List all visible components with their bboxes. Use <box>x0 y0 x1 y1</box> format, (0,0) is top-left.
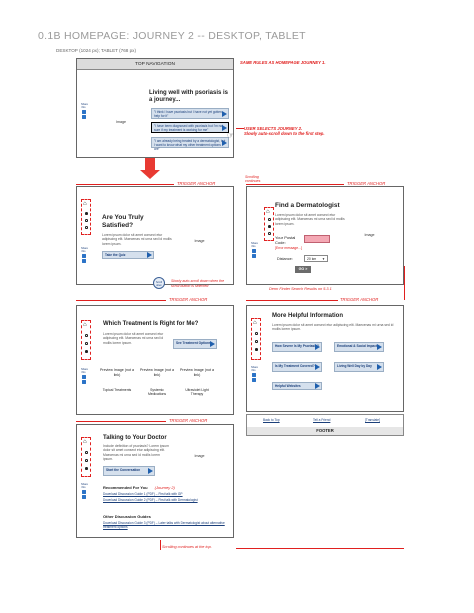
play-icon <box>222 111 227 117</box>
go-button[interactable] <box>295 266 311 273</box>
connector-line <box>236 128 244 129</box>
share-label: Share this <box>251 242 258 248</box>
progress-dot-1[interactable] <box>255 332 258 335</box>
page-subtitle: DESKTOP (1024 px); TABLET (768 px) <box>56 48 137 53</box>
flow-arrow-head <box>140 170 160 179</box>
share-widget <box>81 368 86 385</box>
footer <box>246 414 404 436</box>
journey-option-3-label: "I am already being treated by a dermatologist, but I want to know what my other treatment options are" <box>154 139 226 151</box>
talking-doctor-image-label: Image <box>194 454 205 458</box>
note-user-selects: USER SELECTS JOURNEY 2. <box>244 126 303 131</box>
back-to-top-link[interactable]: Back to Top <box>263 418 280 422</box>
hero-image-label: Image <box>116 120 126 124</box>
journey-option-2[interactable] <box>151 122 229 133</box>
distance-value: 20 km <box>307 257 317 261</box>
satisfied-body: Lorem ipsum dolor sit amet consect etur adipiscing elit. Maecenas mi urna sed id mollis lorem ipsum. <box>102 233 172 246</box>
talking-doctor-image <box>177 451 222 461</box>
see-treatment-options-label: See Treatment Options <box>176 341 211 345</box>
note-auto-scroll: Slowly auto-scroll down to the first step. <box>244 131 325 136</box>
take-quiz-button[interactable] <box>102 251 154 259</box>
play-icon <box>377 364 382 370</box>
progress-dot-1[interactable] <box>85 451 88 454</box>
trigger-anchor-1: TRIGGER ANCHOR <box>177 181 216 186</box>
severity-button[interactable] <box>272 342 322 352</box>
twitter-icon[interactable] <box>82 495 86 499</box>
twitter-icon[interactable] <box>82 259 86 263</box>
play-icon <box>222 125 227 131</box>
discussion-guide-3-link[interactable]: Download Discussion Guide 3 (PDF) – Later talks with Dermatologist about alternative treatment options <box>103 521 225 530</box>
find-derm-body: Lorem ipsum dolor sit amet consect etur adipiscing elit. Maecenas mi urna sed id mollis lorem ipsum. <box>275 213 345 226</box>
home-icon[interactable]: ⌂ <box>253 320 257 326</box>
scroll-down-label: Scroll down <box>156 281 162 287</box>
preview-image-2: Preview Image (not a link) <box>140 368 174 377</box>
progress-dot-1[interactable] <box>85 334 88 337</box>
note-derm-finder: Derm Finder Search Results on 5.3.1 <box>269 287 332 291</box>
progress-dot-2[interactable] <box>255 340 258 343</box>
play-icon <box>315 364 320 370</box>
living-well-button[interactable] <box>334 362 384 372</box>
play-icon <box>147 252 152 258</box>
facebook-icon[interactable] <box>82 490 86 494</box>
twitter-icon[interactable] <box>82 380 86 384</box>
share-widget <box>81 483 86 500</box>
share-label: Share this <box>81 368 88 374</box>
home-icon[interactable]: ⌂ <box>266 209 270 215</box>
preview-image-1: Preview Image (not a link) <box>100 368 134 377</box>
play-icon <box>377 344 382 350</box>
progress-dot-2[interactable] <box>268 225 271 228</box>
error-message: [Error message...] <box>275 246 302 250</box>
satisfied-image-label: Image <box>194 239 205 243</box>
footer-label: FOOTER <box>247 427 403 435</box>
journey-option-3[interactable] <box>151 137 229 151</box>
note-scrolling-top: Scrolling continues at the top. <box>162 545 212 549</box>
postal-code-input[interactable] <box>304 235 330 243</box>
scroll-down-button[interactable] <box>153 277 165 289</box>
living-well-label: Living Well Day by Day <box>337 364 372 368</box>
facebook-icon[interactable] <box>252 249 256 253</box>
screen-talking-doctor <box>76 424 234 538</box>
satisfied-heading: Are You Truly Satisfied? <box>102 214 144 229</box>
share-label: Share this <box>251 366 258 372</box>
hero-image <box>97 115 145 129</box>
home-icon[interactable]: ⌂ <box>83 322 87 328</box>
which-treatment-heading: Which Treatment Is Right for Me? <box>103 321 199 327</box>
more-info-body: Lorem ipsum dolor sit amet consect etur adipiscing elit. Maecenas mi urna sed id mollis lorem ipsum. <box>272 323 394 332</box>
journey-option-2-label: "I have been diagnosed with psoriasis but I'm not sure if my treatment is working for me" <box>154 124 224 132</box>
progress-dot-2[interactable] <box>85 342 88 345</box>
progress-dot-3[interactable] <box>85 467 88 470</box>
progress-dot-1[interactable] <box>268 218 271 221</box>
share-label: Share this <box>81 247 88 253</box>
emotional-label: Emotional & Social Impacts <box>337 344 379 348</box>
progress-dot-2[interactable] <box>85 219 88 222</box>
screen-find-derm <box>246 186 404 285</box>
top-nav-label: TOP NAVIGATION <box>135 62 175 67</box>
share-label: Share this <box>81 483 88 489</box>
trigger-anchor-5: TRIGGER ANCHOR <box>169 418 208 423</box>
distance-select[interactable] <box>304 255 328 262</box>
progress-dot-1[interactable] <box>85 212 88 215</box>
journey-heading: Living well with psoriasis is a journey... <box>149 90 229 103</box>
satisfied-image <box>177 235 222 247</box>
facebook-icon[interactable] <box>82 110 86 114</box>
page-title: 0.1B HOMEPAGE: JOURNEY 2 -- DESKTOP, TABLET <box>38 30 306 42</box>
flow-arrow <box>145 158 155 170</box>
play-icon <box>315 383 320 389</box>
share-widget <box>81 103 86 120</box>
treatment-covered-button[interactable] <box>272 362 322 372</box>
tell-a-friend-link[interactable]: Tell a Friend <box>313 418 331 422</box>
chevron-down-icon: ▼ <box>322 257 325 261</box>
journey-option-1-label: "I think I have psoriasis but I have not yet gotten help for it" <box>154 110 222 118</box>
progress-dot-3[interactable] <box>85 226 88 229</box>
note-scrolling-continues: Scrolling continues <box>245 175 261 183</box>
facebook-icon[interactable] <box>252 373 256 377</box>
translate-link[interactable]: [Translate] <box>365 418 380 422</box>
screen-more-info <box>246 305 404 412</box>
progress-dot-3[interactable] <box>268 232 271 235</box>
distance-label: Distance: <box>277 257 293 261</box>
progress-dot-2[interactable] <box>85 459 88 462</box>
severity-label: How Severe Is My Psoriasis? <box>275 344 319 348</box>
play-icon <box>315 344 320 350</box>
discussion-guide-1-link[interactable]: Download Discussion Guide 1 (PDF) – First talk with GP <box>103 492 183 496</box>
preview-image-3: Preview Image (not a link) <box>180 368 214 377</box>
see-treatment-options-button[interactable] <box>173 339 217 349</box>
screen-homepage <box>76 58 234 158</box>
facebook-icon[interactable] <box>82 254 86 258</box>
more-info-heading: More Helpful Information <box>272 313 343 319</box>
cursor-icon: ☞ <box>227 131 235 140</box>
start-conversation-button[interactable] <box>103 466 155 476</box>
helpful-websites-button[interactable] <box>272 382 322 390</box>
talking-doctor-heading: Talking to Your Doctor <box>103 435 167 441</box>
share-widget <box>81 247 86 264</box>
emotional-button[interactable] <box>334 342 384 352</box>
facebook-icon[interactable] <box>82 375 86 379</box>
go-label: GO > <box>298 267 308 271</box>
treatment-covered-label: Is My Treatment Covered? <box>275 364 315 368</box>
play-icon <box>210 341 215 347</box>
find-derm-image <box>352 231 387 239</box>
take-quiz-label: Take the Quiz <box>105 253 126 257</box>
caption-ultraviolet: Ultraviolet Light Therapy <box>185 388 209 397</box>
share-widget <box>251 242 256 259</box>
recommended-label: Recommended For You <box>103 485 148 490</box>
play-icon <box>222 140 227 146</box>
twitter-icon[interactable] <box>252 254 256 258</box>
trigger-anchor-3: TRIGGER ANCHOR <box>169 297 208 302</box>
postal-code-label: Your Postal Code: <box>275 235 296 245</box>
which-treatment-body: Lorem ipsum dolor sit amet consect etur adipiscing elit. Maecenas mi urna sed id mollis lorem ipsum. <box>103 332 164 345</box>
trigger-anchor-4: TRIGGER ANCHOR <box>340 297 379 302</box>
screen-satisfied <box>76 186 234 285</box>
note-same-rules: SAME RULES AS HOMEPAGE JOURNEY 1. <box>240 60 326 65</box>
caption-topical: Topical Treatments <box>102 388 132 392</box>
discussion-guide-2-link[interactable]: Download Discussion Guide 2 (PDF) – First talk with Dermatologist <box>103 498 198 502</box>
journey-note: (Journey 2) <box>154 485 175 490</box>
helpful-websites-label: Helpful Websites <box>275 384 301 388</box>
start-conversation-label: Start the Conversation <box>106 468 141 472</box>
progress-dot-3[interactable] <box>85 350 88 353</box>
screen-which-treatment <box>76 305 234 415</box>
share-label: Share this <box>81 103 88 109</box>
talking-doctor-body: Include definition of psoriasis? Lorem ipsum dolor sit amet consect etur adipiscing elit. Maecenas mi urna sed id mollis lorem ipsum. <box>103 444 169 461</box>
play-icon <box>148 468 153 474</box>
trigger-anchor-2: TRIGGER ANCHOR <box>347 181 386 186</box>
home-icon[interactable]: ⌂ <box>83 439 87 445</box>
recommended-heading <box>103 485 175 490</box>
caption-systemic: Systemic Medications <box>147 388 167 397</box>
other-guides-heading: Other Discussion Guides <box>103 514 151 519</box>
find-derm-image-label: Image <box>364 233 375 237</box>
top-navigation[interactable] <box>77 59 233 70</box>
note-slowly-auto-scroll: Slowly auto-scroll down when the scroll button is selected <box>171 279 225 288</box>
progress-dot-3[interactable] <box>255 348 258 351</box>
journey-option-1[interactable] <box>151 108 229 119</box>
share-widget <box>251 366 256 383</box>
twitter-icon[interactable] <box>252 378 256 382</box>
home-icon[interactable]: ⌂ <box>83 201 87 207</box>
twitter-icon[interactable] <box>82 115 86 119</box>
find-derm-heading: Find a Dermatologist <box>275 202 340 209</box>
